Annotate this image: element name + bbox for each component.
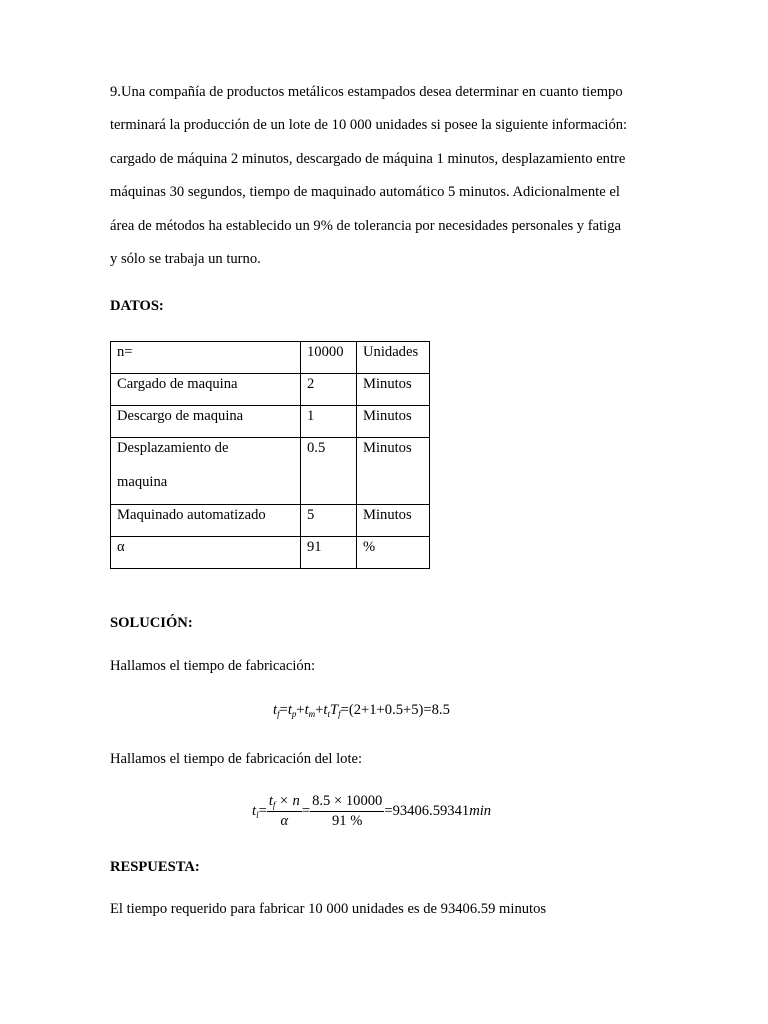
eq-symbol: α (280, 813, 289, 829)
eq-result: =93406.59341 (384, 802, 470, 819)
answer-text: El tiempo requerido para fabricar 10 000 unidades es de 93406.59 minutos (110, 901, 547, 917)
problem-statement (110, 84, 670, 276)
row-value: 2 (301, 374, 357, 406)
row-label: Maquinado automatizado (111, 505, 301, 537)
eq-symbol: T (329, 702, 339, 718)
row-value: 0.5 (301, 438, 357, 505)
eq-subscript: f (338, 709, 341, 719)
row-unit: % (357, 537, 430, 569)
row-unit: Minutos (357, 374, 430, 406)
row-unit: Unidades (357, 342, 430, 374)
fraction-symbolic (267, 793, 302, 830)
row-unit: Minutos (357, 406, 430, 438)
table-row (111, 505, 430, 537)
datos-table (110, 341, 430, 569)
eq-symbol: t (268, 793, 273, 809)
eq-subscript: l (256, 809, 259, 820)
equation-lot-time: $t_l=$ $\frac{t_f \times n}{\alpha}$ = $\frac{8.5 \times 10000}{91 \%}$ =93406.59341min (252, 793, 492, 829)
table-row (111, 537, 430, 569)
row-value: 10000 (301, 342, 357, 374)
table-row (111, 406, 430, 438)
eq-subscript: f (272, 800, 276, 810)
eq-symbol: t (323, 702, 328, 718)
step1-text: Hallamos el tiempo de fabricación: (110, 658, 316, 674)
eq-expression: =(2+1+0.5+5)=8.5 (340, 702, 450, 718)
problem-line: área de métodos ha establecido un 9% de tolerancia por necesidades personales y fatiga (110, 217, 621, 234)
equation-fabrication-time: $t_f=t_p+t_m+t_tT_f=(2+1+0.5+5)=8.5$ (273, 702, 450, 719)
table-row (111, 342, 430, 374)
problem-line: cargado de máquina 2 minutos, descargado de máquina 1 minutos, desplazamiento entre (110, 150, 626, 167)
fraction-denominator (267, 812, 302, 830)
table-row (111, 374, 430, 406)
solucion-heading: SOLUCIÓN: (110, 615, 193, 631)
eq-symbol: t (287, 702, 292, 718)
row-label: α (111, 537, 301, 569)
eq-symbol: t (304, 702, 309, 718)
eq-subscript: p (291, 709, 297, 719)
problem-line: máquinas 30 segundos, tiempo de maquinado automático 5 minutos. Adicionalmente el (110, 184, 620, 201)
step2-text: Hallamos el tiempo de fabricación del lote: (110, 751, 363, 767)
row-label: n= (111, 342, 301, 374)
eq-symbol: × n (275, 793, 300, 809)
eq-unit: min (469, 802, 492, 819)
row-value: 1 (301, 406, 357, 438)
respuesta-heading: RESPUESTA: (110, 859, 200, 875)
fraction-numerator (267, 793, 302, 812)
problem-line: terminará la producción de un lote de 10 000 unidades si posee la siguiente información: (110, 117, 628, 134)
row-label-line: maquina (117, 474, 168, 490)
fraction-numerator: 8.5 × 10000 (310, 793, 384, 812)
row-value: 5 (301, 505, 357, 537)
row-label-line: Desplazamiento de (117, 440, 229, 456)
datos-heading: DATOS: (110, 298, 164, 314)
row-value: 91 (301, 537, 357, 569)
eq-subscript: m (308, 709, 316, 719)
row-unit: Minutos (357, 505, 430, 537)
eq-symbol: t (273, 702, 278, 718)
row-label (111, 438, 301, 505)
eq-symbol: t (252, 802, 257, 819)
fraction-numeric (310, 793, 384, 830)
row-label: Descargo de maquina (111, 406, 301, 438)
fraction-denominator: 91 % (332, 813, 363, 829)
problem-line: 9.Una compañía de productos metálicos estampados desea determinar en cuanto tiempo (110, 84, 623, 100)
eq-subscript: t (327, 709, 330, 719)
row-unit: Minutos (357, 438, 430, 505)
row-label: Cargado de maquina (111, 374, 301, 406)
eq-subscript: f (277, 709, 280, 719)
problem-line: y sólo se trabaja un turno. (110, 251, 261, 268)
table-row (111, 438, 430, 505)
